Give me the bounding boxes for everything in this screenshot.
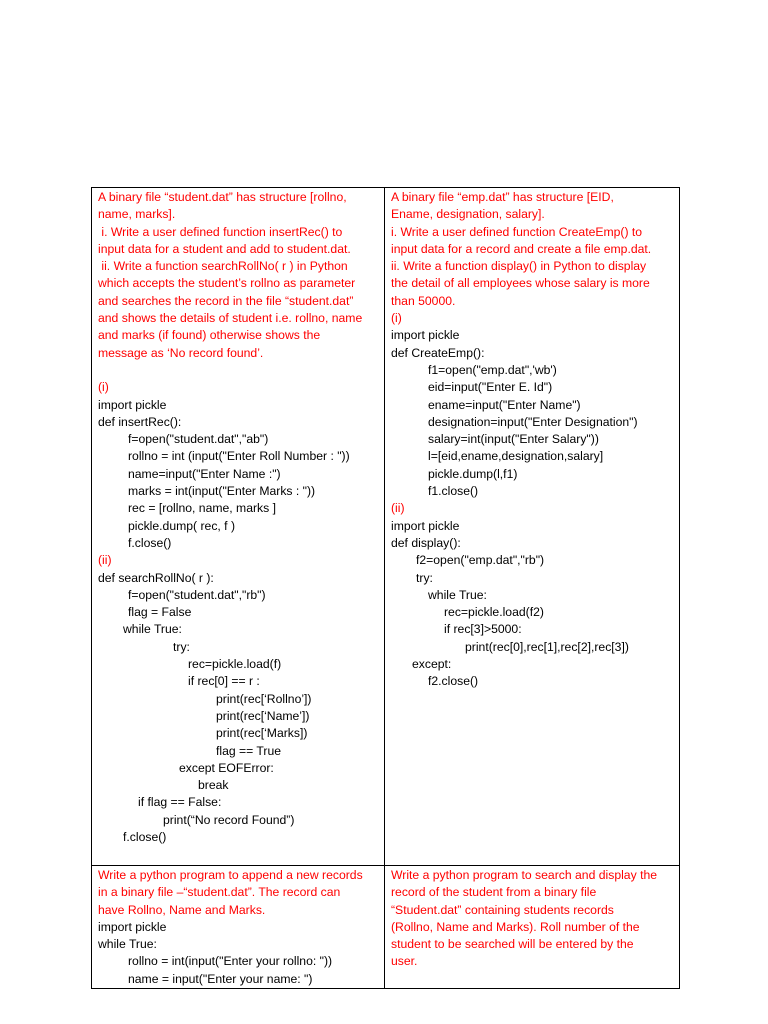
code-line: if flag == False:	[138, 795, 222, 810]
code-line: f.close()	[128, 535, 172, 550]
code-line: rollno = int(input("Enter your rollno: "))	[128, 954, 333, 969]
code-line: l=[eid,ename,designation,salary]	[428, 449, 604, 464]
question-text-line: user.	[391, 954, 418, 969]
code-line: f2.close()	[428, 674, 479, 689]
cell-append-record-question	[92, 866, 385, 989]
question-text-line: and searches the record in the file “student.dat”	[98, 293, 354, 308]
code-line: marks = int(input("Enter Marks : "))	[128, 484, 316, 499]
cell-text	[98, 867, 378, 988]
code-line: f1=open("emp.dat",'wb')	[428, 362, 557, 377]
question-text-line: (i)	[98, 380, 109, 395]
code-line: print(rec[‘Marks])	[216, 726, 308, 741]
code-line: f=open("student.dat","rb")	[128, 587, 266, 602]
cell-student-binary-question	[92, 188, 385, 866]
question-text-line: “Student.dat” containing students records	[391, 902, 614, 917]
cell-search-record-question	[385, 866, 680, 989]
code-line: pickle.dump(l,f1)	[428, 466, 518, 481]
table-row	[92, 188, 680, 866]
code-line: def display():	[391, 535, 461, 550]
code-line: pickle.dump( rec, f )	[128, 518, 236, 533]
code-line: print(“No record Found”)	[163, 812, 295, 827]
cell-emp-binary-question	[385, 188, 680, 866]
blank-line	[98, 362, 378, 379]
question-text-line: ii. Write a function display() in Python to display	[391, 259, 647, 274]
code-line: import pickle	[391, 328, 460, 343]
code-line: except:	[412, 657, 452, 672]
code-line: name = input("Enter your name: ")	[128, 971, 313, 986]
code-line: print(rec[‘Name’])	[216, 708, 310, 723]
code-line: rec=pickle.load(f)	[188, 657, 282, 672]
code-line: print(rec[0],rec[1],rec[2],rec[3])	[465, 639, 629, 654]
question-text-line: which accepts the student’s rollno as parameter	[98, 276, 356, 291]
code-line: eid=input("Enter E. Id")	[428, 380, 553, 395]
question-text-line: Write a python program to append a new records	[98, 868, 363, 882]
code-line: import pickle	[98, 919, 167, 934]
code-line: salary=int(input("Enter Salary"))	[428, 432, 599, 447]
question-text-line: i. Write a user defined function CreateEmp() to	[391, 224, 643, 239]
question-text-line: (ii)	[391, 501, 405, 516]
code-line: flag = False	[128, 605, 192, 620]
cell-text	[391, 867, 673, 971]
code-line: def insertRec():	[98, 414, 182, 429]
question-text-line: Write a python program to search and display the	[391, 868, 658, 882]
question-text-line: message as ‘No record found’.	[98, 345, 264, 360]
code-line: import pickle	[98, 397, 167, 412]
question-text-line: A binary file “emp.dat” has structure [EID,	[391, 190, 614, 204]
question-text-line: input data for a student and add to student.dat.	[98, 241, 351, 256]
question-text-line: student to be searched will be entered by the	[391, 937, 634, 952]
question-text-line: than 50000.	[391, 293, 456, 308]
code-line: try:	[416, 570, 433, 585]
question-text-line: and marks (if found) otherwise shows the	[98, 328, 321, 343]
code-line: f2=open("emp.dat","rb")	[416, 553, 545, 568]
question-text-line: Ename, designation, salary].	[391, 207, 545, 222]
code-line: f1.close()	[428, 484, 479, 499]
code-line: def searchRollNo( r ):	[98, 570, 214, 585]
question-text-line: in a binary file –“student.dat”. The record can	[98, 885, 341, 900]
code-line: rec=pickle.load(f2)	[444, 605, 544, 620]
question-text-line: record of the student from a binary file	[391, 885, 597, 900]
code-line: if rec[3]>5000:	[444, 622, 522, 637]
code-line: rollno = int (input("Enter Roll Number : "))	[128, 449, 350, 464]
code-line: f.close()	[123, 829, 167, 844]
code-line: name=input("Enter Name :")	[128, 466, 281, 481]
code-line: while True:	[123, 622, 182, 637]
question-text-line: (Rollno, Name and Marks). Roll number of the	[391, 919, 640, 934]
code-line: except EOFError:	[179, 760, 274, 775]
code-line: def CreateEmp():	[391, 345, 485, 360]
code-line: break	[198, 778, 229, 793]
code-line: ename=input("Enter Name")	[428, 397, 581, 412]
code-line: try:	[173, 639, 190, 654]
code-line: while True:	[98, 937, 157, 952]
question-text-line: the detail of all employees whose salary is more	[391, 276, 650, 291]
question-text-line: A binary file “student.dat” has structure [rollno,	[98, 190, 347, 204]
code-line: print(rec[‘Rollno’])	[216, 691, 312, 706]
question-text-line: (i)	[391, 311, 402, 326]
code-line: import pickle	[391, 518, 460, 533]
code-line: flag == True	[216, 743, 282, 758]
code-line: f=open("student.dat","ab")	[128, 432, 269, 447]
question-text-line: (ii)	[98, 553, 112, 568]
question-table	[91, 187, 680, 989]
question-text-line: input data for a record and create a file emp.dat.	[391, 241, 652, 256]
table-row	[92, 866, 680, 989]
code-line: rec = [rollno, name, marks ]	[128, 501, 276, 516]
code-line: if rec[0] == r :	[188, 674, 260, 689]
question-text-line: name, marks].	[98, 207, 176, 222]
code-line: designation=input("Enter Designation")	[428, 414, 638, 429]
cell-text	[391, 189, 673, 691]
question-text-line: and shows the details of student i.e. rollno, name	[98, 311, 363, 326]
question-text-line: have Rollno, Name and Marks.	[98, 902, 266, 917]
question-text-line: ii. Write a function searchRollNo( r ) in Python	[98, 259, 348, 274]
cell-text	[98, 189, 378, 846]
code-line: while True:	[428, 587, 487, 602]
question-text-line: i. Write a user defined function insertRec() to	[98, 224, 343, 239]
